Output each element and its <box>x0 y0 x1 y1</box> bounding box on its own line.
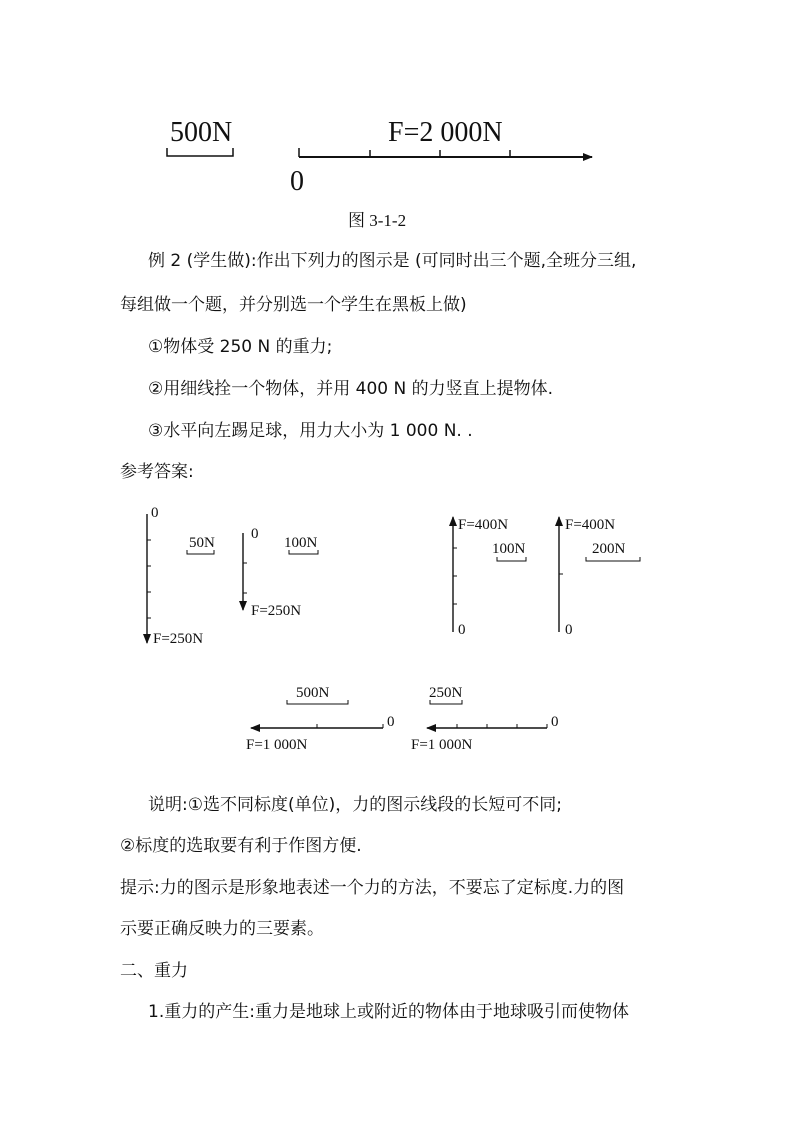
top-force-figure <box>167 117 592 230</box>
exercise-item-2: ②用细线拴一个物体，并用 400 N 的力竖直上提物体. <box>148 379 554 399</box>
origin-label: 0 <box>290 166 304 197</box>
origin-label: 0 <box>565 622 573 638</box>
note-line-1: 说明:①选不同标度(单位)，力的图示线段的长短可不同; <box>148 795 562 815</box>
answer-heading: 参考答案: <box>120 462 194 482</box>
kick-figure-250n <box>411 685 559 753</box>
exercise-item-1: ①物体受 250 N 的重力; <box>148 337 333 357</box>
hint-line-1: 提示:力的图示是形象地表述一个力的方法，不要忘了定标度.力的图 <box>120 878 625 898</box>
origin-label: 0 <box>151 505 159 521</box>
force-label: F=1 000N <box>411 737 473 753</box>
force-label: F=250N <box>153 631 204 647</box>
origin-label: 0 <box>251 526 259 542</box>
scale-bar <box>167 148 233 156</box>
scale-label: 100N <box>284 535 318 551</box>
exercise-item-3: ③水平向左踢足球，用力大小为 1 000 N. . <box>148 421 473 441</box>
point-1-text: 1.重力的产生:重力是地球上或附近的物体由于地球吸引而使物体 <box>148 1002 629 1022</box>
figure-caption: 图 3-1-2 <box>348 211 407 230</box>
origin-label: 0 <box>458 622 466 638</box>
scale-label: 200N <box>592 541 626 557</box>
force-label: F=1 000N <box>246 737 308 753</box>
scale-label: 100N <box>492 541 526 557</box>
scale-bar <box>497 557 526 561</box>
scale-label: 250N <box>429 685 463 701</box>
origin-label: 0 <box>551 714 559 730</box>
origin-label: 0 <box>387 714 395 730</box>
hint-line-2: 示要正确反映力的三要素。 <box>120 919 324 939</box>
force-label: F=2 000N <box>388 117 503 148</box>
force-label: F=250N <box>251 603 302 619</box>
scale-label: 50N <box>189 535 215 551</box>
lift-figure-100n <box>453 517 526 638</box>
gravity-figure-50n <box>147 505 215 647</box>
note-line-2: ②标度的选取要有利于作图方便. <box>120 836 362 856</box>
example2-line2: 每组做一个题，并分别选一个学生在黑板上做) <box>120 295 467 315</box>
force-label: F=400N <box>565 517 616 533</box>
kick-figure-500n <box>246 685 395 753</box>
section-heading: 二、重力 <box>120 961 188 981</box>
force-label: F=400N <box>458 517 509 533</box>
example2-line1: 例 2 (学生做):作出下列力的图示是 (可同时出三个题,全班分三组, <box>148 251 637 271</box>
scale-bar <box>586 557 640 561</box>
scale-label: 500N <box>170 117 233 148</box>
scale-label: 500N <box>296 685 330 701</box>
gravity-figure-100n <box>243 526 318 619</box>
lift-figure-200n <box>559 517 640 638</box>
